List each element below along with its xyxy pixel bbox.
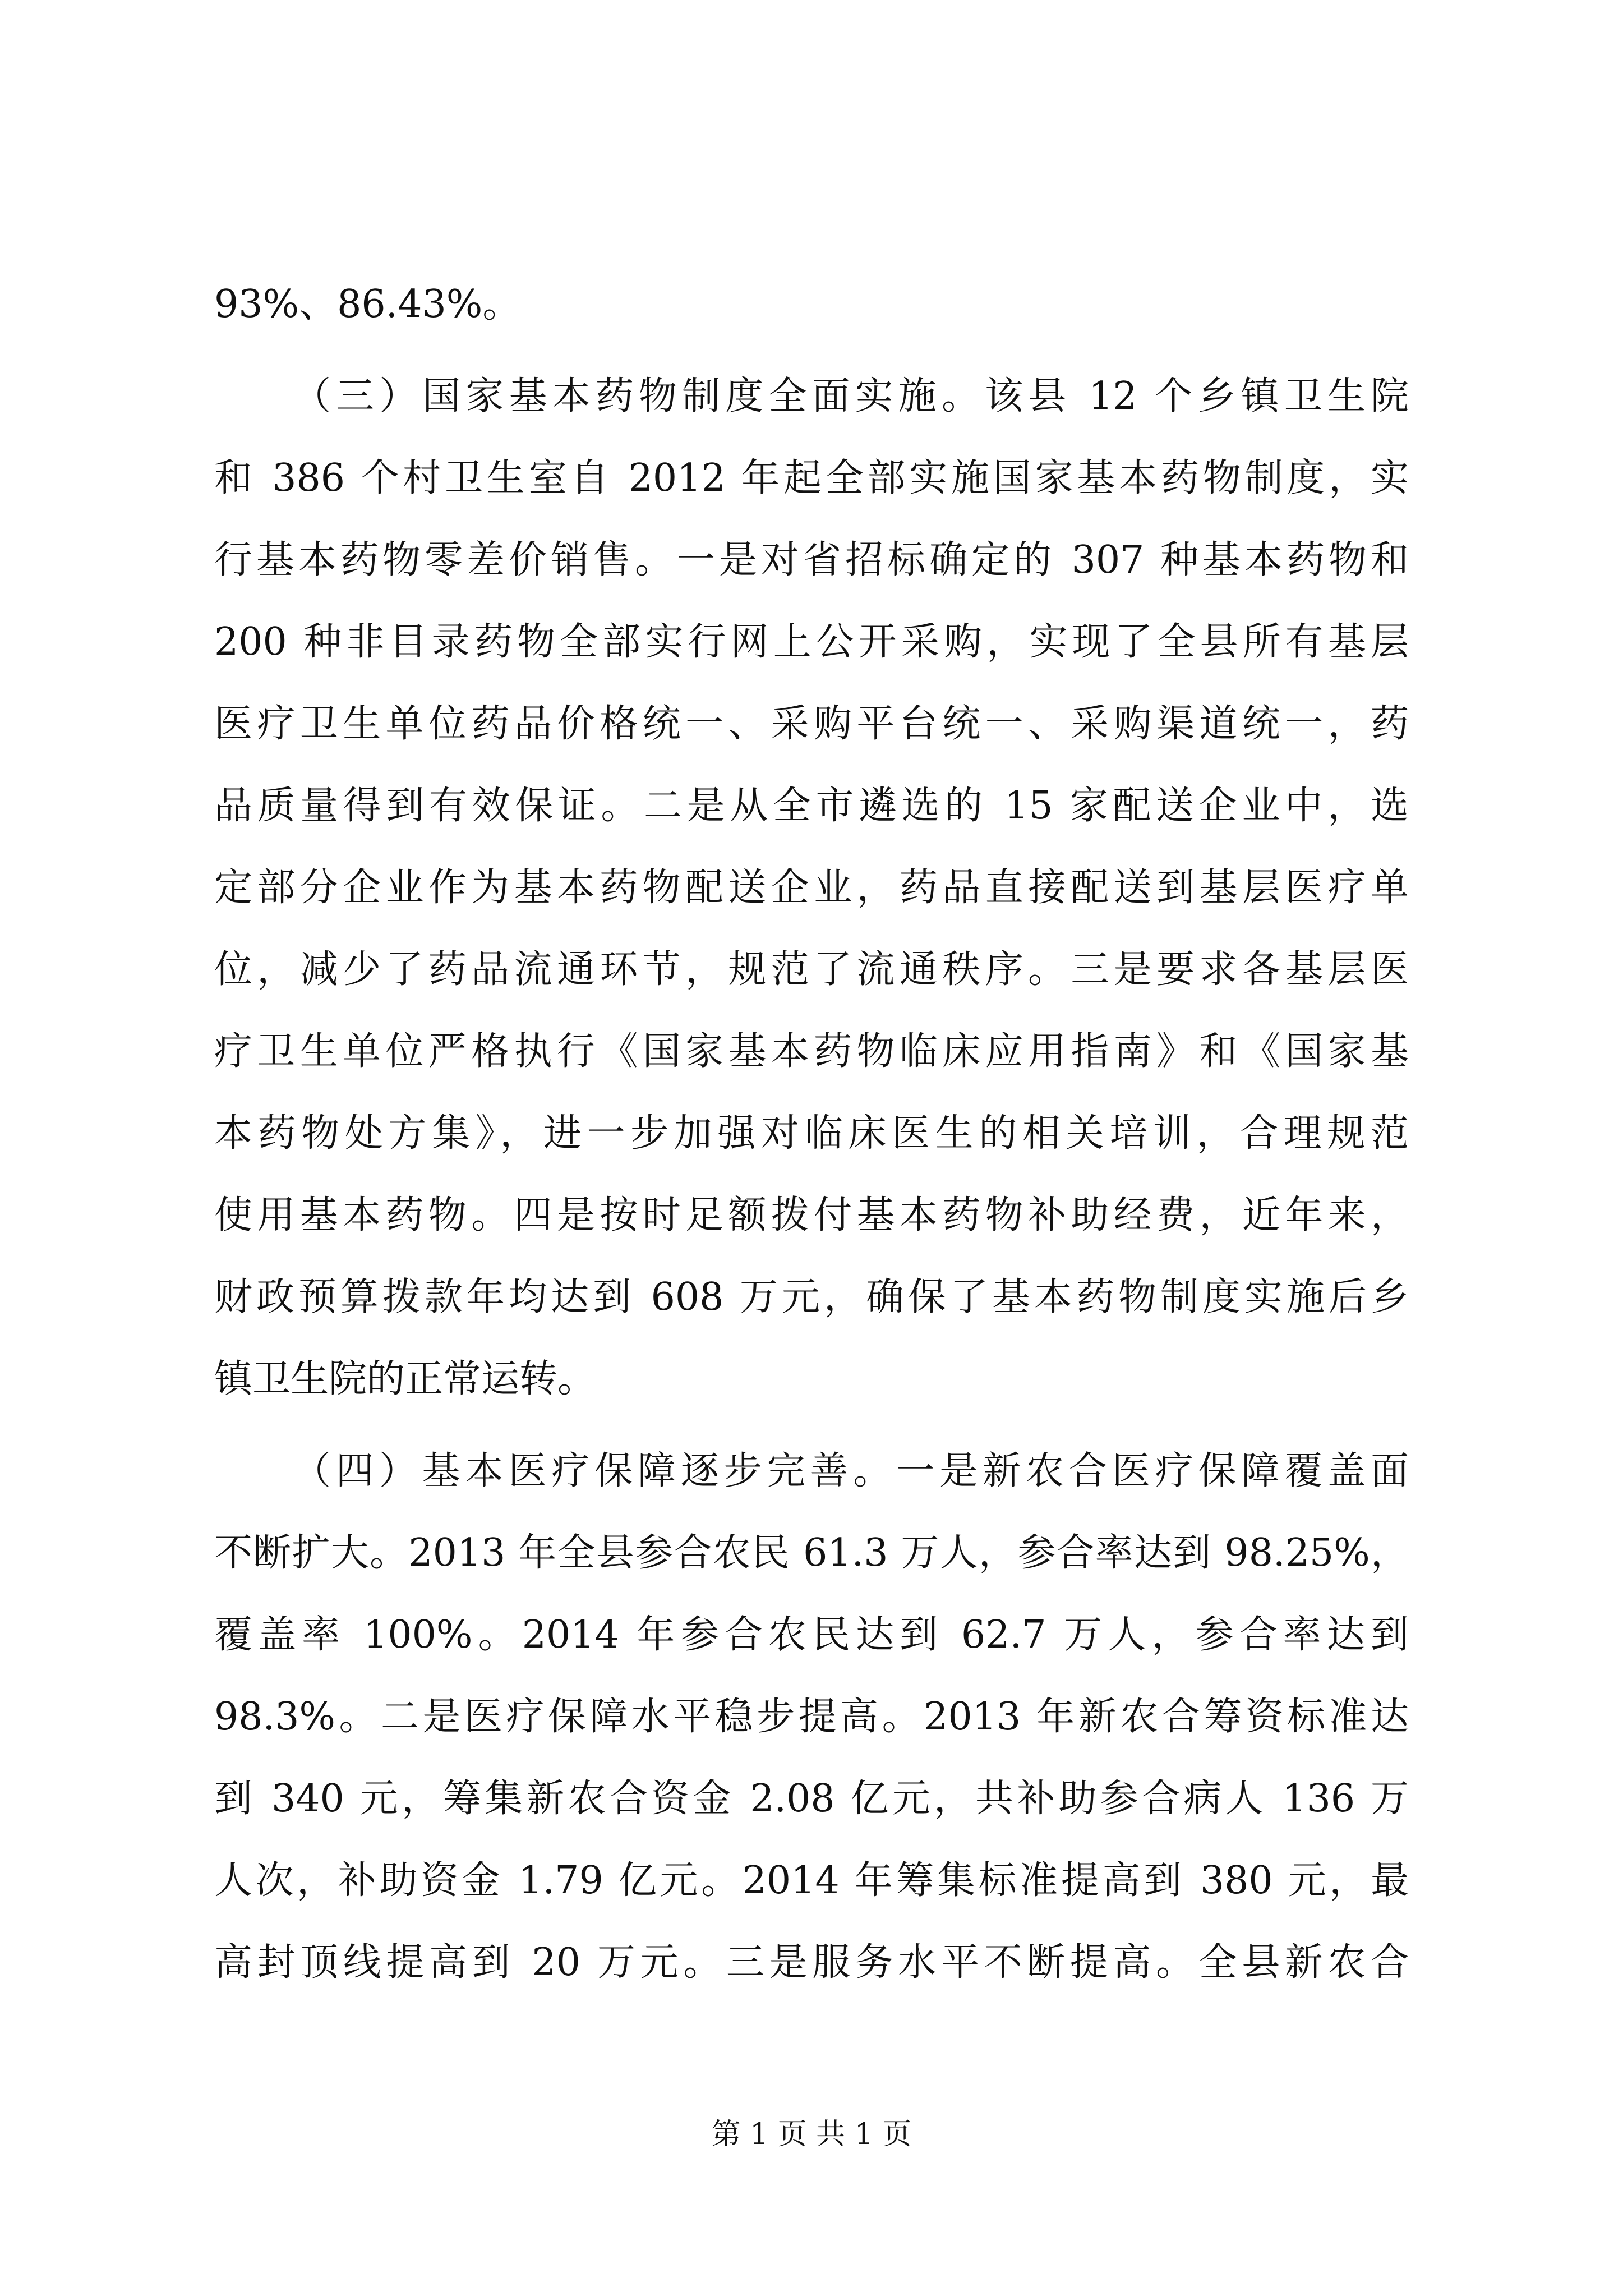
text-line: 镇卫生院的正常运转。	[214, 1357, 596, 1401]
text-line: 覆盖率 100%。2014 年参合农民达到 62.7 万人，参合率达到	[214, 1613, 1409, 1657]
text-line: 98.3%。二是医疗保障水平稳步提高。2013 年新农合筹资标准达	[214, 1695, 1409, 1739]
text-line: 200 种非目录药物全部实行网上公开采购，实现了全县所有基层	[214, 620, 1409, 664]
text-line: 高封顶线提高到 20 万元。三是服务水平不断提高。全县新农合	[214, 1940, 1409, 1985]
text-line: 财政预算拨款年均达到 608 万元，确保了基本药物制度实施后乡	[214, 1275, 1409, 1319]
text-line: 疗卫生单位严格执行《国家基本药物临床应用指南》和《国家基	[214, 1029, 1409, 1074]
text-line: 品质量得到有效保证。二是从全市遴选的 15 家配送企业中，选	[214, 784, 1409, 828]
text-line: 定部分企业作为基本药物配送企业，药品直接配送到基层医疗单	[214, 866, 1409, 910]
text-line: 人次，补助资金 1.79 亿元。2014 年筹集标准提高到 380 元，最	[214, 1858, 1409, 1903]
text-line: 医疗卫生单位药品价格统一、采购平台统一、采购渠道统一，药	[214, 702, 1409, 746]
page-footer	[0, 2115, 1623, 2154]
text-line: 和 386 个村卫生室自 2012 年起全部实施国家基本药物制度，实	[214, 456, 1409, 500]
text-line: （三）国家基本药物制度全面实施。该县 12 个乡镇卫生院	[293, 374, 1409, 418]
page-number-label: 第 1 页 共 1 页	[711, 2118, 912, 2151]
text-line: 93%、86.43%。	[214, 282, 521, 326]
text-line: （四）基本医疗保障逐步完善。一是新农合医疗保障覆盖面	[293, 1449, 1409, 1493]
text-line: 本药物处方集》，进一步加强对临床医生的相关培训，合理规范	[214, 1111, 1409, 1156]
text-line: 使用基本药物。四是按时足额拨付基本药物补助经费，近年来，	[214, 1193, 1409, 1237]
text-line: 位，减少了药品流通环节，规范了流通秩序。三是要求各基层医	[214, 947, 1409, 992]
text-line: 行基本药物零差价销售。一是对省招标确定的 307 种基本药物和	[214, 538, 1409, 582]
text-line: 不断扩大。2013 年全县参合农民 61.3 万人，参合率达到 98.25%，	[214, 1531, 1409, 1575]
text-line: 到 340 元，筹集新农合资金 2.08 亿元，共补助参合病人 136 万	[214, 1777, 1409, 1821]
document-body	[214, 264, 1409, 2004]
